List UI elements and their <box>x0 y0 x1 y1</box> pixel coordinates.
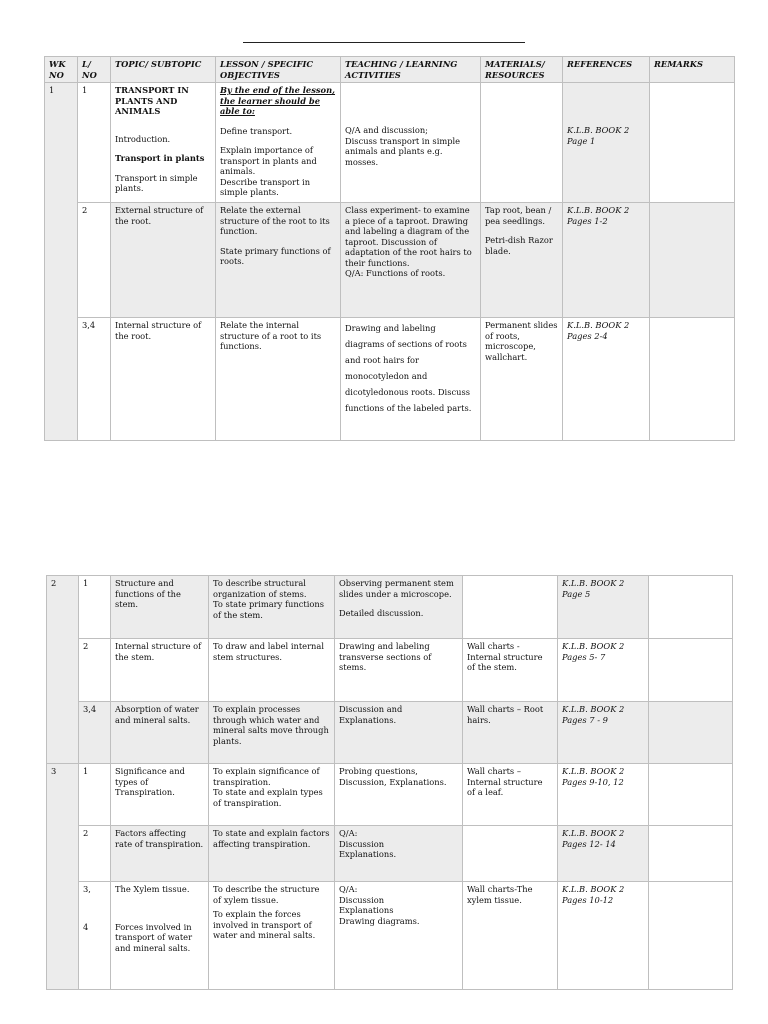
lesson-cell <box>79 882 111 990</box>
materials-cell: Wall charts – Internal structure of a leaf. <box>463 764 558 826</box>
objective-text: To explain significance of transpiration. <box>213 766 320 787</box>
topic-transport-plants: Transport in plants <box>115 153 205 163</box>
remarks-cell <box>649 764 733 826</box>
reference-pages: Pages 1-2 <box>567 215 608 226</box>
table-row <box>45 83 735 203</box>
activity-text: Q/A and discussion; <box>345 125 428 135</box>
title-underline <box>243 42 525 43</box>
references-cell <box>558 702 649 764</box>
material-text: Tap root, bean / pea seedlings. <box>485 205 552 226</box>
lesson-cell: 1 <box>78 83 111 203</box>
objectives-cell <box>209 576 335 639</box>
materials-cell: Wall charts-The xylem tissue. <box>463 882 558 990</box>
materials-cell: Wall charts - Internal structure of the stem. <box>463 639 558 702</box>
topic-cell: Internal structure of the stem. <box>111 639 209 702</box>
lesson-cell: 1 <box>79 764 111 826</box>
reference-pages: Page 5 <box>562 588 591 599</box>
lesson-number: 4 <box>83 921 89 932</box>
activity-text: Observing permanent stem slides under a microscope. <box>339 578 454 599</box>
topic-text: Forces involved in transport of water and mineral salts. <box>115 921 193 953</box>
week-cell: 1 <box>45 83 78 441</box>
remarks-cell <box>649 639 733 702</box>
activity-text: Explanations <box>339 905 394 915</box>
references-cell <box>558 576 649 639</box>
lesson-cell: 2 <box>79 826 111 882</box>
references-cell <box>558 882 649 990</box>
reference-book: K.L.B. BOOK 2 <box>562 578 625 588</box>
references-cell <box>558 639 649 702</box>
lesson-cell: 2 <box>78 203 111 318</box>
activity-text: Explanations. <box>339 849 397 859</box>
topic-cell: Significance and types of Transpiration. <box>111 764 209 826</box>
reference-pages: Pages 5- 7 <box>562 651 606 662</box>
activities-cell <box>335 882 463 990</box>
references-cell <box>558 764 649 826</box>
remarks-cell <box>650 318 735 441</box>
references-cell <box>563 318 650 441</box>
reference-book: K.L.B. BOOK 2 <box>562 641 625 651</box>
header-row <box>45 57 735 83</box>
topic-cell: Structure and functions of the stem. <box>111 576 209 639</box>
activity-text: Q/A: <box>339 828 358 838</box>
lesson-cell: 1 <box>79 576 111 639</box>
remarks-cell <box>650 83 735 203</box>
remarks-cell <box>650 203 735 318</box>
references-cell <box>558 826 649 882</box>
table-row <box>45 318 735 441</box>
materials-cell <box>463 576 558 639</box>
objectives-cell <box>216 203 341 318</box>
activity-text: Drawing diagrams. <box>339 915 420 926</box>
materials-cell <box>463 826 558 882</box>
table-row <box>47 882 733 990</box>
reference-book: K.L.B. BOOK 2 <box>567 320 630 330</box>
activity-text: Detailed discussion. <box>339 608 424 618</box>
scheme-table-1 <box>44 56 735 441</box>
objectives-cell: Relate the internal structure of a root to its functions. <box>216 318 341 441</box>
topic-cell: External structure of the root. <box>111 203 216 318</box>
references-cell <box>563 203 650 318</box>
topic-cell <box>111 83 216 203</box>
activities-cell <box>341 83 481 203</box>
remarks-cell <box>649 702 733 764</box>
lesson-number: 3, <box>83 884 91 894</box>
objective-text: Describe transport in simple plants. <box>220 176 311 197</box>
remarks-cell <box>649 576 733 639</box>
table-row <box>47 702 733 764</box>
materials-cell: Wall charts – Root hairs. <box>463 702 558 764</box>
table-row <box>47 764 733 826</box>
activity-text: Q/A: Functions of roots. <box>345 268 446 278</box>
objectives-cell <box>209 764 335 826</box>
reference-pages: Pages 9-10, 12 <box>562 776 624 787</box>
topic-intro: Introduction. <box>115 133 171 144</box>
topic-simple: Transport in simple plants. <box>115 172 198 193</box>
activity-text: Discuss transport in simple animals and plants e.g. mosses. <box>345 135 461 167</box>
activity-text: Class experiment- to examine a piece of a taproot. Drawing and labeling a diagram of the taproot. Discussion of adaptation of the root hairs to their functions. <box>345 205 472 268</box>
topic-cell: Absorption of water and mineral salts. <box>111 702 209 764</box>
materials-cell <box>481 203 563 318</box>
reference-book: K.L.B. BOOK 2 <box>567 125 630 135</box>
objective-text: To explain the forces involved in transport of water and mineral salts. <box>213 909 316 940</box>
reference-pages: Pages 2-4 <box>567 330 608 341</box>
remarks-cell <box>649 826 733 882</box>
objective-text: State primary functions of roots. <box>220 245 331 266</box>
lesson-cell: 3,4 <box>78 318 111 441</box>
materials-cell <box>481 83 563 203</box>
table-row <box>45 203 735 318</box>
materials-cell: Permanent slides of roots, microscope, wallchart. <box>481 318 563 441</box>
table-row <box>47 826 733 882</box>
reference-book: K.L.B. BOOK 2 <box>562 884 625 894</box>
topic-cell: Internal structure of the root. <box>111 318 216 441</box>
lesson-cell: 2 <box>79 639 111 702</box>
activities-cell <box>335 826 463 882</box>
references-cell <box>563 83 650 203</box>
lesson-cell: 3,4 <box>79 702 111 764</box>
objective-text: To describe structural organization of stems. <box>213 578 307 599</box>
header-references: REFERENCES <box>563 57 650 83</box>
activity-text: Q/A: <box>339 884 358 894</box>
activities-cell: Discussion and Explanations. <box>335 702 463 764</box>
reference-pages: Pages 12- 14 <box>562 838 616 849</box>
objectives-cell: To state and explain factors affecting transpiration. <box>209 826 335 882</box>
reference-book: K.L.B. BOOK 2 <box>562 766 625 776</box>
objectives-intro: By the end of the lesson, the learner should be able to: <box>220 85 336 116</box>
header-wk-no: WK NO <box>45 57 78 83</box>
objective-text: Explain importance of transport in plants and animals. <box>220 145 317 176</box>
reference-book: K.L.B. BOOK 2 <box>562 828 625 838</box>
topic-main: TRANSPORT IN PLANTS AND ANIMALS <box>115 85 189 116</box>
header-l-no: L/ NO <box>78 57 111 83</box>
activities-cell: Drawing and labeling transverse sections of stems. <box>335 639 463 702</box>
header-activities: TEACHING / LEARNING ACTIVITIES <box>341 57 481 83</box>
objectives-cell: To explain processes through which water and mineral salts move through plants. <box>209 702 335 764</box>
objective-text: To state primary functions of the stem. <box>213 599 324 620</box>
objective-text: Relate the external structure of the root to its function. <box>220 205 330 236</box>
remarks-cell <box>649 882 733 990</box>
topic-text: The Xylem tissue. <box>115 884 190 894</box>
objective-text: To state and explain types of transpiration. <box>213 787 323 808</box>
material-text: Petri-dish Razor blade. <box>485 235 553 256</box>
activities-cell: Drawing and labeling diagrams of sections of roots and root hairs for monocotyledon and dicotyledonous roots. Discuss functions of the labeled parts. <box>341 318 481 441</box>
reference-pages: Pages 10-12 <box>562 894 614 905</box>
header-remarks: REMARKS <box>650 57 735 83</box>
scheme-table-2 <box>46 575 733 990</box>
week-cell: 2 <box>47 576 79 764</box>
reference-pages: Pages 7 - 9 <box>562 714 608 725</box>
week-cell: 3 <box>47 764 79 990</box>
table-row <box>47 639 733 702</box>
reference-pages: Page 1 <box>567 135 596 146</box>
activity-text: Discussion <box>339 894 385 905</box>
header-objectives: LESSON / SPECIFIC OBJECTIVES <box>216 57 341 83</box>
objectives-cell: To draw and label internal stem structures. <box>209 639 335 702</box>
topic-cell <box>111 882 209 990</box>
activities-cell <box>341 203 481 318</box>
table-row <box>47 576 733 639</box>
reference-book: K.L.B. BOOK 2 <box>567 205 630 215</box>
activity-text: Discussion <box>339 838 385 849</box>
objectives-cell <box>216 83 341 203</box>
objective-text: Define transport. <box>220 125 293 136</box>
topic-cell: Factors affecting rate of transpiration. <box>111 826 209 882</box>
header-topic: TOPIC/ SUBTOPIC <box>111 57 216 83</box>
activities-cell: Probing questions, Discussion, Explanations. <box>335 764 463 826</box>
header-materials: MATERIALS/ RESOURCES <box>481 57 563 83</box>
reference-book: K.L.B. BOOK 2 <box>562 704 625 714</box>
objective-text: To describe the structure of xylem tissue. <box>213 884 320 905</box>
activities-cell <box>335 576 463 639</box>
objectives-cell <box>209 882 335 990</box>
